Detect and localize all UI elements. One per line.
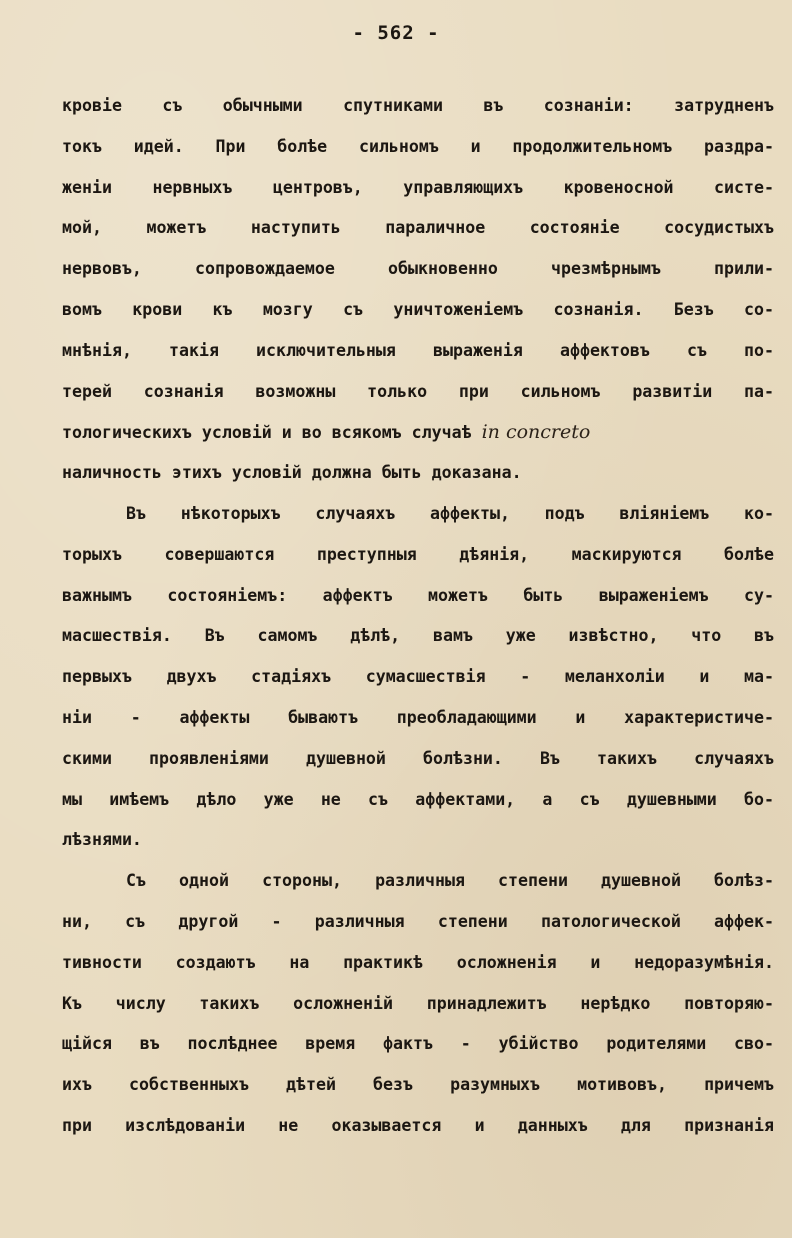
text-line: наличность этихъ условій должна быть доказана.: [62, 463, 522, 483]
text-line: мы имѣемъ дѣло уже не съ аффектами, а съ душевными бо-: [62, 789, 774, 809]
text-line: вомъ крови къ мозгу съ уничтоженіемъ сознанія. Безъ со-: [62, 299, 774, 319]
text-line: токъ идей. При болѣе сильномъ и продолжительномъ раздра-: [62, 136, 774, 156]
text-line: при изслѣдованіи не оказывается и данныхъ для признанія: [62, 1115, 774, 1135]
text-line: щійся въ послѣднее время фактъ - убійство родителями сво-: [62, 1034, 774, 1054]
page-number: - 562 -: [352, 22, 440, 44]
text-line: масшествія. Въ самомъ дѣлѣ, вамъ уже извѣстно, что въ: [62, 626, 774, 646]
text-line: скими проявленіями душевной болѣзни. Въ такихъ случаяхъ: [62, 748, 774, 768]
handwritten-insertion: in concreto: [481, 421, 591, 444]
text-line: важнымъ состояніемъ: аффектъ можетъ быть выраженіемъ су-: [62, 585, 774, 605]
text-line: мой, можетъ наступить параличное состояніе сосудистыхъ: [62, 218, 774, 238]
text-line: ніи - аффекты бываютъ преобладающими и характеристиче-: [62, 707, 774, 727]
text-line: терей сознанія возможны только при сильномъ развитіи па-: [62, 381, 774, 401]
text-line-with-handwriting: [62, 412, 774, 453]
text-line: женіи нервныхъ центровъ, управляющихъ кровеносной систе-: [62, 177, 774, 197]
text-line: ихъ собственныхъ дѣтей безъ разумныхъ мотивовъ, причемъ: [62, 1075, 774, 1095]
text-line: Къ числу такихъ осложненій принадлежитъ нерѣдко повторяю-: [62, 993, 774, 1013]
text-line: тивности создаютъ на практикѣ осложненія и недоразумѣнія.: [62, 952, 774, 972]
text-line: первыхъ двухъ стадіяхъ сумасшествія - меланхоліи и ма-: [62, 667, 774, 687]
body-text: [62, 86, 774, 1147]
text-line: торыхъ совершаются преступныя дѣянія, маскируются болѣе: [62, 544, 774, 564]
text-line: нервовъ, сопровождаемое обыкновенно чрезмѣрнымъ прили-: [62, 259, 774, 279]
text-line-part: тологическихъ условій и во всякомъ случаѣ: [62, 423, 472, 443]
paragraph-start-line: Съ одной стороны, различныя степени душевной болѣз-: [126, 871, 774, 891]
text-line: лѣзнями.: [62, 830, 142, 850]
text-line: кровіе съ обычными спутниками въ сознаніи: затрудненъ: [62, 96, 774, 115]
paragraph-start-line: Въ нѣкоторыхъ случаяхъ аффекты, подъ вліяніемъ ко-: [126, 503, 774, 523]
text-line: ни, съ другой - различныя степени патологической аффек-: [62, 911, 774, 931]
text-line: мнѣнія, такія исключительныя выраженія аффектовъ съ по-: [62, 340, 774, 360]
